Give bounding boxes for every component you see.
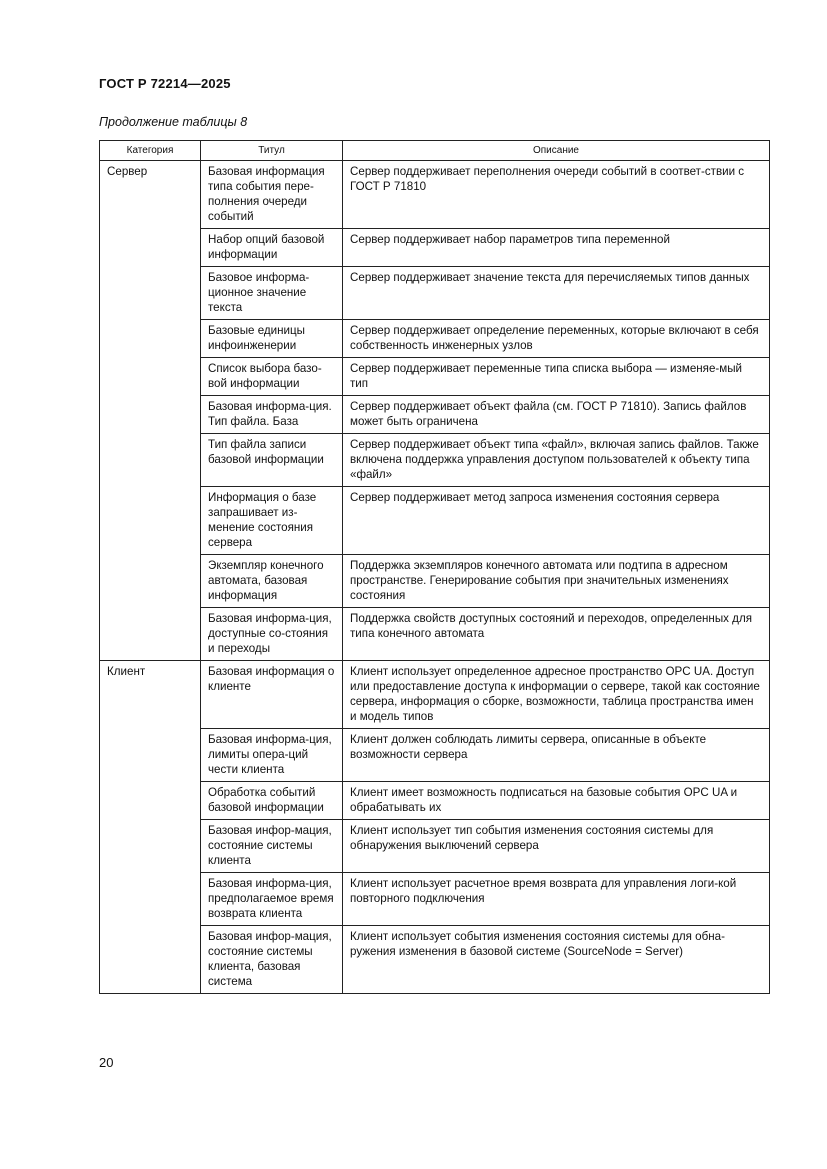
description-cell: Сервер поддерживает значение текста для перечисляемых типов данных bbox=[343, 267, 770, 320]
table-row bbox=[100, 608, 770, 661]
table-row bbox=[100, 661, 770, 729]
description-cell: Клиент имеет возможность подписаться на базовые события OPC UA и обрабатывать их bbox=[343, 782, 770, 820]
category-cell: Сервер bbox=[100, 161, 201, 229]
title-cell: Базовая инфор-мация, состояние системы клиента, базовая система bbox=[201, 926, 343, 994]
table-row bbox=[100, 229, 770, 267]
table-row bbox=[100, 926, 770, 994]
category-cell-empty bbox=[100, 229, 201, 267]
description-cell: Поддержка свойств доступных состояний и переходов, определенных для типа конечного автомата bbox=[343, 608, 770, 661]
description-cell: Клиент использует события изменения состояния системы для обна-ружения изменения в базовой системе (SourceNode = Server) bbox=[343, 926, 770, 994]
description-cell: Сервер поддерживает определение переменных, которые включают в себя собственность инженерных узлов bbox=[343, 320, 770, 358]
table-header-row bbox=[100, 141, 770, 161]
category-cell-empty bbox=[100, 608, 201, 661]
title-cell: Базовая информация о клиенте bbox=[201, 661, 343, 729]
description-cell: Сервер поддерживает набор параметров типа переменной bbox=[343, 229, 770, 267]
title-cell: Базовая информа-ция, доступные со-стояния и переходы bbox=[201, 608, 343, 661]
description-cell: Сервер поддерживает метод запроса изменения состояния сервера bbox=[343, 487, 770, 555]
category-cell-empty bbox=[100, 487, 201, 555]
description-cell: Клиент использует расчетное время возврата для управления логи-кой повторного подключения bbox=[343, 873, 770, 926]
category-cell-empty bbox=[100, 926, 201, 994]
title-cell: Обработка событий базовой информации bbox=[201, 782, 343, 820]
table-row bbox=[100, 820, 770, 873]
title-cell: Базовая информа-ция, предполагаемое время возврата клиента bbox=[201, 873, 343, 926]
category-cell-empty bbox=[100, 358, 201, 396]
title-cell: Тип файла записи базовой информации bbox=[201, 434, 343, 487]
description-cell: Сервер поддерживает объект типа «файл», включая запись файлов. Также включена поддержка управления доступом пользователей к объекту типа «файл» bbox=[343, 434, 770, 487]
table-row bbox=[100, 396, 770, 434]
title-cell: Экземпляр конечного автомата, базовая информация bbox=[201, 555, 343, 608]
title-cell: Базовая информация типа события пере-полнения очереди событий bbox=[201, 161, 343, 229]
category-cell-empty bbox=[100, 873, 201, 926]
title-cell: Базовое информа-ционное значение текста bbox=[201, 267, 343, 320]
category-cell: Клиент bbox=[100, 661, 201, 729]
description-cell: Клиент использует определенное адресное пространство OPC UA. Доступ или предоставление доступа к информации о сервере, такой как состояние сервера, информация о сборке, возможности, таблица пространства имен и модель типов bbox=[343, 661, 770, 729]
title-cell: Информация о базе запрашивает из-менение состояния сервера bbox=[201, 487, 343, 555]
title-cell: Базовая инфор-мация, состояние системы клиента bbox=[201, 820, 343, 873]
table-row bbox=[100, 729, 770, 782]
category-cell-empty bbox=[100, 267, 201, 320]
title-cell: Базовая информа-ция, лимиты опера-ций чести клиента bbox=[201, 729, 343, 782]
table-row bbox=[100, 320, 770, 358]
title-cell: Базовые единицы инфоинженерии bbox=[201, 320, 343, 358]
table-row bbox=[100, 161, 770, 229]
table-row bbox=[100, 555, 770, 608]
category-cell-empty bbox=[100, 555, 201, 608]
description-cell: Сервер поддерживает объект файла (см. ГОСТ Р 71810). Запись файлов может быть ограничена bbox=[343, 396, 770, 434]
category-cell-empty bbox=[100, 320, 201, 358]
column-header-title: Титул bbox=[201, 141, 343, 161]
table-row bbox=[100, 358, 770, 396]
page-number: 20 bbox=[99, 1055, 114, 1070]
column-header-category: Категория bbox=[100, 141, 201, 161]
title-cell: Базовая информа-ция. Тип файла. База bbox=[201, 396, 343, 434]
description-cell: Поддержка экземпляров конечного автомата или подтипа в адресном пространстве. Генерирование события при значительных изменениях состояния bbox=[343, 555, 770, 608]
category-cell-empty bbox=[100, 820, 201, 873]
description-cell: Клиент должен соблюдать лимиты сервера, описанные в объекте возможности сервера bbox=[343, 729, 770, 782]
table-row bbox=[100, 782, 770, 820]
category-cell-empty bbox=[100, 782, 201, 820]
title-cell: Набор опций базовой информации bbox=[201, 229, 343, 267]
table-row bbox=[100, 434, 770, 487]
description-cell: Сервер поддерживает переменные типа списка выбора — изменяе-мый тип bbox=[343, 358, 770, 396]
category-cell-empty bbox=[100, 434, 201, 487]
table-row bbox=[100, 487, 770, 555]
category-cell-empty bbox=[100, 729, 201, 782]
specification-table bbox=[99, 140, 770, 994]
description-cell: Сервер поддерживает переполнения очереди событий в соответ-ствии с ГОСТ Р 71810 bbox=[343, 161, 770, 229]
column-header-description: Описание bbox=[343, 141, 770, 161]
category-cell-empty bbox=[100, 396, 201, 434]
table-row bbox=[100, 267, 770, 320]
table-row bbox=[100, 873, 770, 926]
title-cell: Список выбора базо-вой информации bbox=[201, 358, 343, 396]
document-standard-header: ГОСТ Р 72214—2025 bbox=[99, 76, 231, 91]
table-continuation-caption: Продолжение таблицы 8 bbox=[99, 115, 248, 129]
description-cell: Клиент использует тип события изменения состояния системы для обнаружения выключений сервера bbox=[343, 820, 770, 873]
